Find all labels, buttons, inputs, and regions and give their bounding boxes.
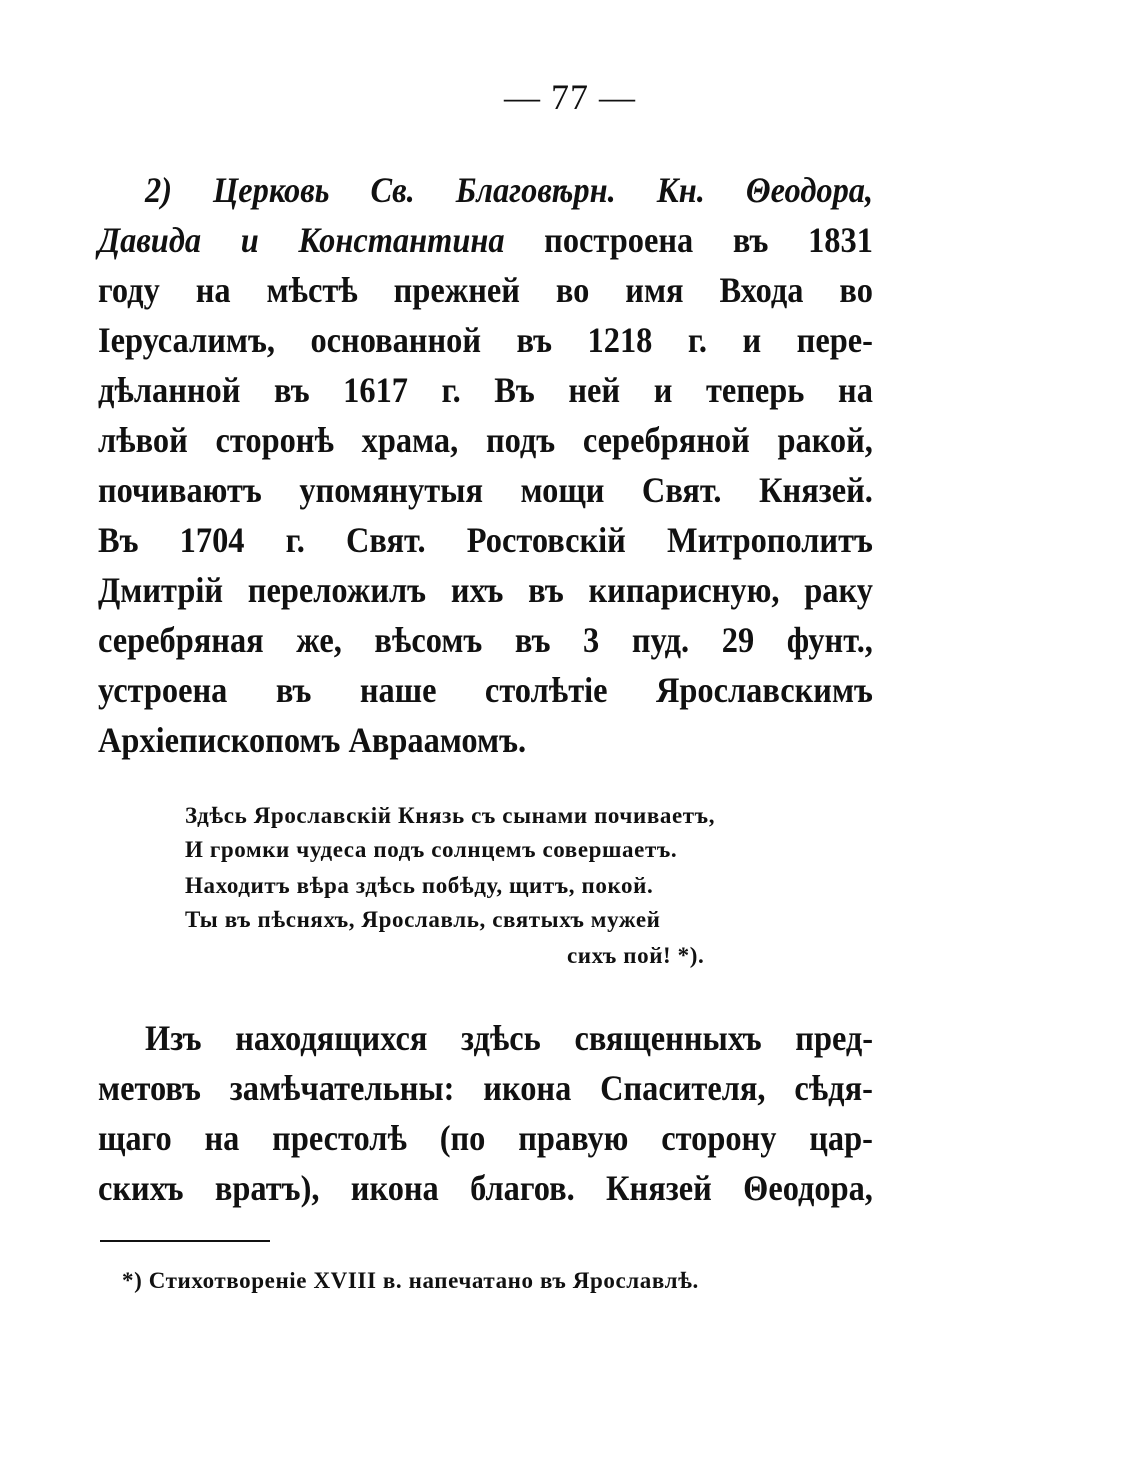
paragraph-line: году на мѣстѣ прежней во имя Входа во [98,270,873,310]
paragraph-line: лѣвой сторонѣ храма, подъ серебряной ракой, [98,420,873,460]
paragraph-line: почиваютъ упомянутыя мощи Свят. Князей. [98,470,873,510]
church-heading: 2) Церковь Св. Благовѣрн. Кн. Θеодора, [145,170,874,210]
paragraph-line [98,218,873,262]
paragraph-line: серебряная же, вѣсомъ въ 3 пуд. 29 фунт., [98,620,873,660]
paragraph-line: устроена въ наше столѣтіе Ярославскимъ [98,670,873,710]
verse-line: И громки чудеса подъ солнцемъ совершаетъ. [185,837,678,862]
footnote: *) Стихотвореніе XVIII в. напечатано въ Ярославлѣ. [122,1268,699,1293]
paragraph-line: Изъ находящихся здѣсь священныхъ пред- [145,1018,874,1058]
page-number: — 77 — [504,77,636,117]
paragraph-line: Іерусалимъ, основанной въ 1218 г. и пере- [98,320,873,360]
verse-line: Здѣсь Ярославскій Князь съ сынами почиваетъ, [185,803,716,828]
paragraph-line: дѣланной въ 1617 г. Въ ней и теперь на [98,370,873,410]
paragraph-line: Въ 1704 г. Свят. Ростовскій Митрополитъ [98,520,873,560]
church-heading-cont: Давида и Константина [98,220,505,260]
paragraph-line: Дмитрій переложилъ ихъ въ кипарисную, раку [98,570,873,610]
paragraph-line: щаго на престолѣ (по правую сторону цар- [98,1118,873,1158]
paragraph-line [145,168,873,212]
verse-line: Ты въ пѣсняхъ, Ярославль, святыхъ мужей [185,907,661,932]
paragraph-line: Архіепископомъ Авраамомъ. [98,720,527,760]
verse-line: Находитъ вѣра здѣсь побѣду, щитъ, покой. [185,873,654,898]
paragraph-line: скихъ вратъ), икона благов. Князей Θеодора, [98,1168,873,1208]
footnote-divider [100,1240,270,1242]
paragraph-line: метовъ замѣчательны: икона Спасителя, сѣдя- [98,1068,873,1108]
verse-line: сихъ пой! *). [567,943,705,968]
paragraph-text: построена въ 1831 [504,220,873,260]
